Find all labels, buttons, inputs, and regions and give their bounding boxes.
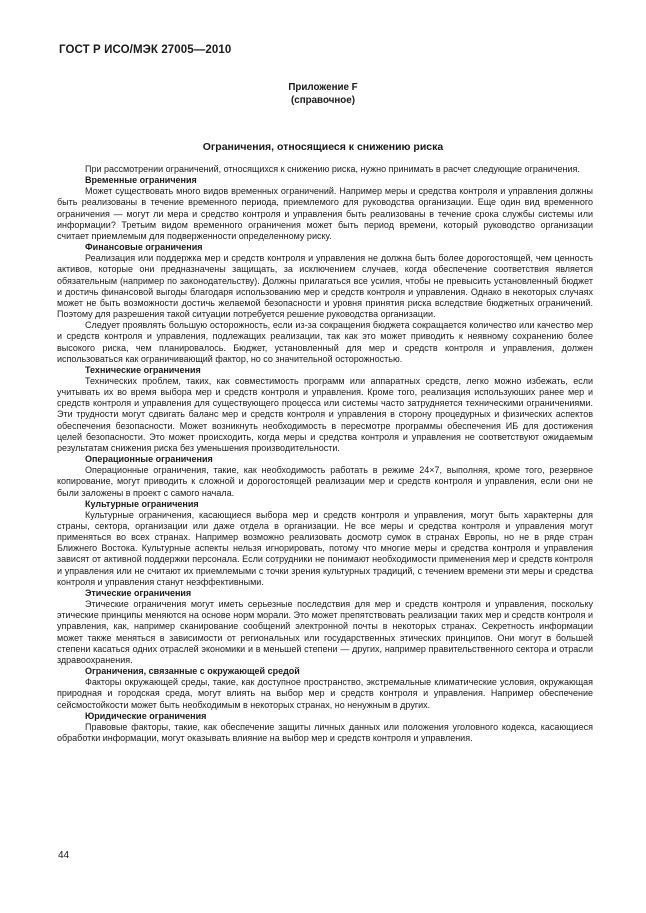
document-body bbox=[57, 164, 593, 744]
section-heading: Технические ограничения bbox=[85, 364, 201, 375]
appendix-type: (справочное) bbox=[291, 95, 355, 106]
section-paragraph: Факторы окружающей среды, такие, как доступное пространство, экстремальные климатические условия, окружающая природная и городская среда, могут влиять на выбор мер и средств контроля и управления. Например обеспечение сейсмостойкости может быть необходимым в некоторых странах, но ненужным в других. bbox=[57, 677, 593, 710]
section-paragraph: Технических проблем, таких, как совместимость программ или аппаратных средств, легко можно избежать, если учитывать их во время выбора мер и средств контроля и управления. Кроме того, реализация используюших ранее мер и средств контроля и управления для существующего процесса или системы часто затрудняется техническими ограничениями. Эти трудности могут сдвигать баланс мер и средств контроля и управления в сторону процедурных и физических аспектов обеспечения безопасности. Может возникнуть необходимость в пересмотре программы обеспечения ИБ для достижения целей безопасности. Это может происходить, когда меры и средства контроля и управления не соответствуют ожидаемым результатам снижения риска без уменьшения производительности. bbox=[57, 375, 593, 453]
section-heading: Этические ограничения bbox=[85, 587, 192, 598]
standard-header: ГОСТ Р ИСО/МЭК 27005—2010 bbox=[59, 44, 232, 56]
page-number: 44 bbox=[58, 850, 70, 861]
section-heading: Ограничения, связанные с окружающей средой bbox=[85, 666, 300, 677]
intro-paragraph: При рассмотрении ограничений, относящихся к снижению риска, нужно принимать в расчет следующие ограничения. bbox=[85, 164, 580, 174]
section-operational-constraints bbox=[57, 454, 593, 499]
section-paragraph: Правовые факторы, такие, как обеспечение защиты личных данных или положения уголовного кодекса, касающиеся обработки информации, могут оказывать влияние на выбор мер и средств контроля и управления. bbox=[57, 721, 593, 743]
section-cultural-constraints bbox=[57, 499, 593, 588]
section-heading: Операционные ограничения bbox=[85, 454, 213, 465]
section-paragraph: Операционные ограничения, такие, как необходимость работать в режиме 24×7, выполняя, кроме того, резервное копирование, могут приводить к сложной и дорогостоящей реализации мер и средств контроля и управления, если они не были заложены в проект с самого начала. bbox=[57, 465, 593, 498]
section-legal-constraints bbox=[57, 711, 593, 744]
section-financial-constraints bbox=[57, 242, 593, 365]
page-title: Ограничения, относящиеся к снижению риска bbox=[202, 141, 444, 153]
section-paragraph: Может существовать много видов временных ограничений. Например меры и средства контроля и управления должны быть реализованы в течение временного периода, приемлемого для руководства организации. Еще один вид временного ограничения — могут ли мера и средство контроля и управления быть реализованы в течение срока службы системы или информации? Третьим видом временного ограничения может быть период времени, который руководство организации считает приемлемым для подверженности определенному риску. bbox=[57, 186, 593, 241]
section-heading: Культурные ограничения bbox=[85, 498, 199, 509]
section-paragraph: Следует проявлять большую осторожность, если из-за сокращения бюджета сокращается количество или качество мер и средств контроля и управления, подлежащих реализации, так как это может приводить к неявному сохранению более высокого риска, чем планировалось. Бюджет, установленный для мер и средств контроля и управления, должен использоваться как ограничивающий фактор, но со значительной осторожностью. bbox=[57, 320, 593, 364]
section-paragraph: Этические ограничения могут иметь серьезные последствия для мер и средств контроля и управления, поскольку этические принципы меняются на основе норм морали. Это может препятствовать реализации таких мер и средств контроля и управления, как, например сканирование сообщений электронной почты в некоторых странах. Секретность информации может также меняться в зависимости от региональных или государственных этических принципов. Они могут в большей степени касаться одних отраслей экономики и в меньшей степени — других, например правительственного сектора и отрасли здравоохранения. bbox=[57, 599, 593, 665]
section-heading: Юридические ограничения bbox=[85, 710, 207, 721]
section-environmental-constraints bbox=[57, 666, 593, 711]
section-technical-constraints bbox=[57, 365, 593, 454]
section-heading: Финансовые ограничения bbox=[85, 242, 203, 253]
appendix-heading bbox=[0, 81, 646, 107]
section-paragraph: Культурные ограничения, касающиеся выбора мер и средств контроля и управления, могут быть характерны для страны, сектора, организации или даже отдела в организации. Не все меры и средства контроля и управления могут применяться во всех странах. Например возможно реализовать досмотр сумок в странах Европы, но не в ряде стран Ближнего Востока. Культурные аспекты нельзя игнорировать, потому что многие меры и средства контроля и управления зависят от активной поддержки персонала. Если сотрудники не понимают необходимости применения мер и средств контроля и управления или не считают их приемлемыми с точки зрения культурных традиций, с течением времени эти меры и средства контроля и управления станут неэффективными. bbox=[57, 509, 593, 587]
section-ethical-constraints bbox=[57, 588, 593, 666]
section-paragraph: Реализация или поддержка мер и средств контроля и управления не должна быть более дорогостоящей, чем ценность активов, которые они предназначены защищать, за исключением случаев, когда обеспечение соответствия является обязательным (например по законодательству). Должны прилагаться все усилия, чтобы не превысить установленный бюджет и достичь финансовой выгоды благодаря использованию мер и средств контроля и управления. Однако в некоторых случаях может не быть возможности достичь желаемой безопасности и уровня принятия риска вследствие бюджетных ограничений. Поэтому для разрешения такой ситуации потребуется решение руководства организации. bbox=[57, 253, 593, 320]
appendix-label: Приложение F bbox=[288, 82, 358, 93]
section-time-constraints bbox=[57, 175, 593, 242]
section-heading: Временные ограничения bbox=[85, 175, 197, 186]
